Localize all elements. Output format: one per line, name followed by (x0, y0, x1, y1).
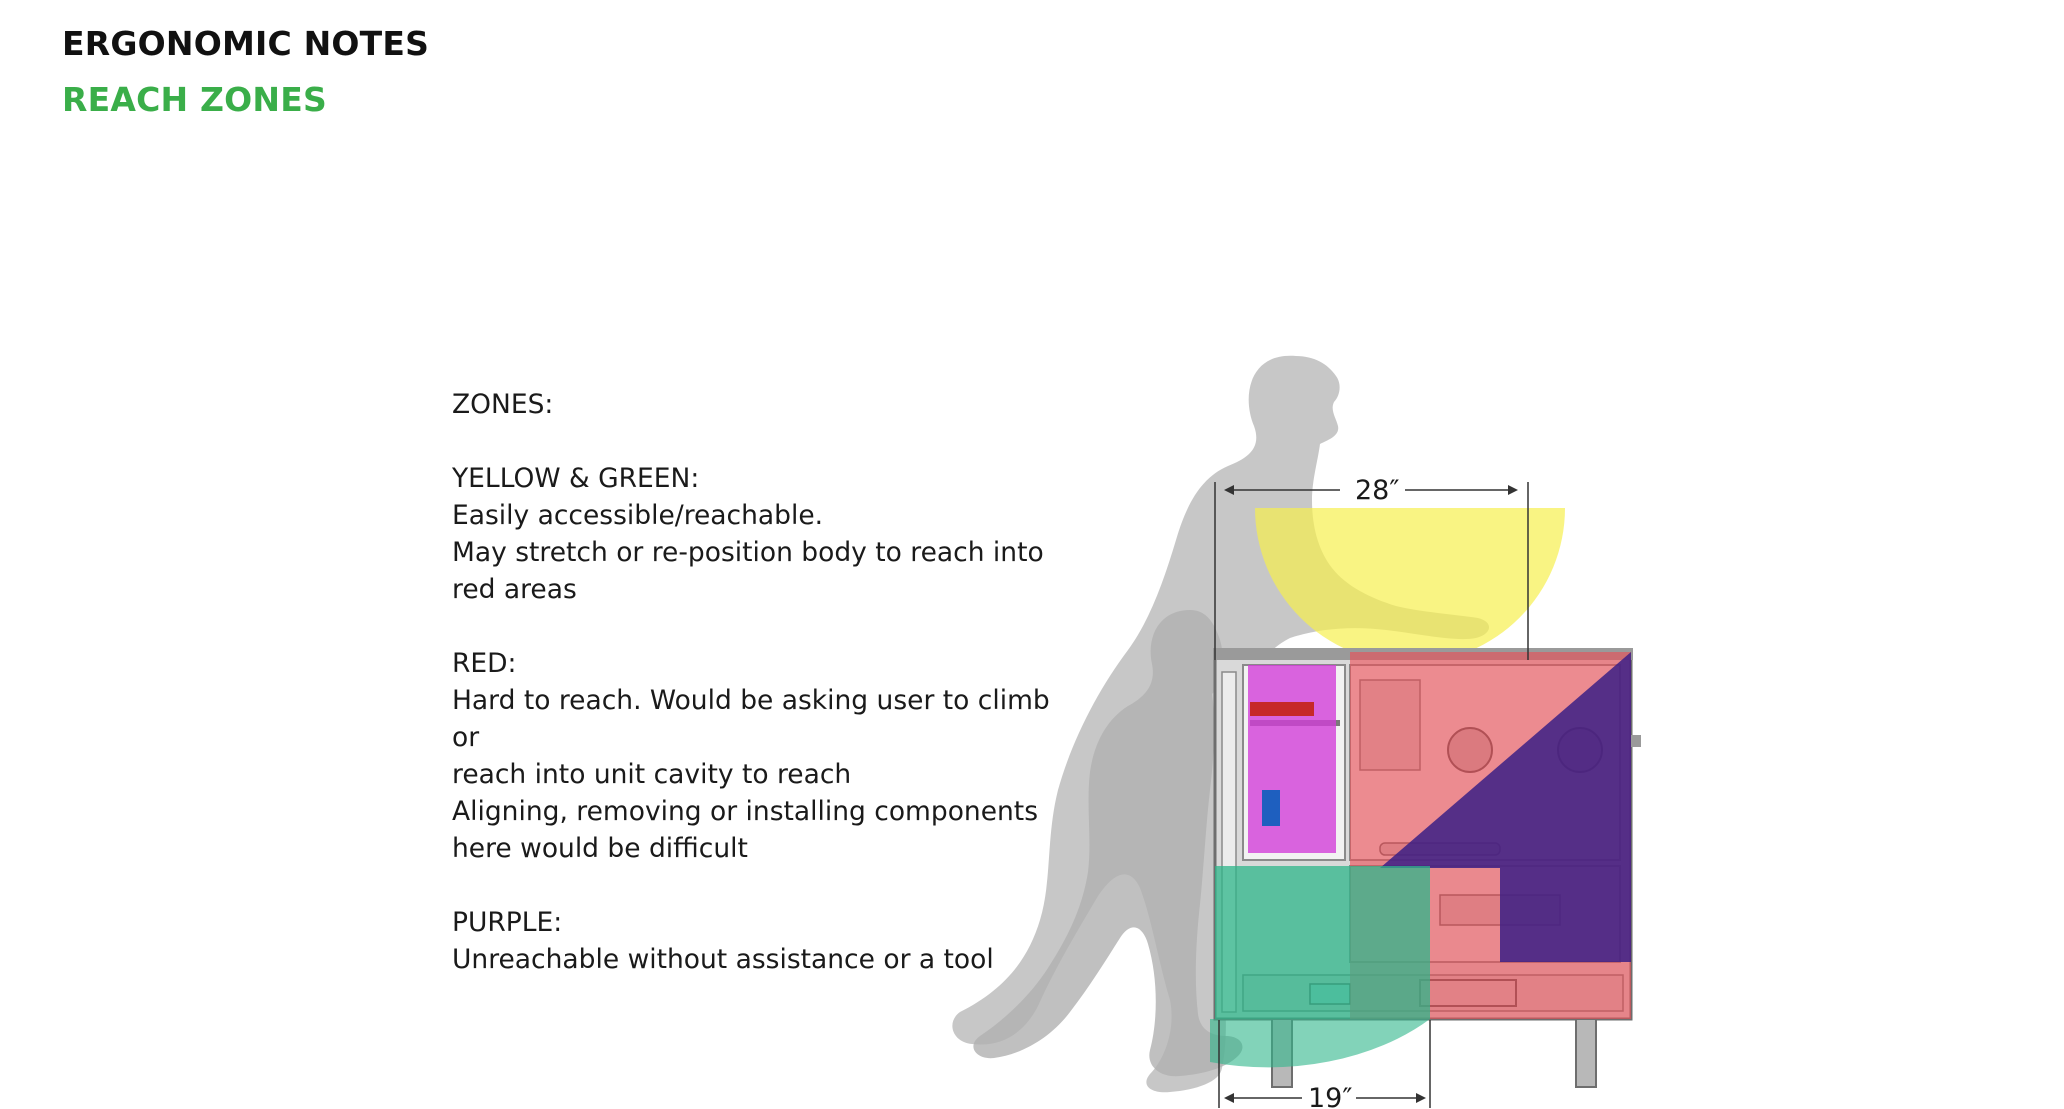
zone-line: Aligning, removing or installing components (452, 796, 1039, 827)
zone-name: RED: (452, 648, 517, 679)
page-title: ERGONOMIC NOTES (62, 24, 430, 63)
green-zone (1210, 866, 1430, 1019)
green-zone-arc (1210, 1019, 1430, 1067)
yellow-zone (1255, 508, 1565, 663)
zone-line: Unreachable without assistance or a tool (452, 944, 994, 975)
zone-line: here would be difficult (452, 833, 748, 864)
zone-line: reach into unit cavity to reach (452, 759, 852, 790)
dimension-top-label: 28″ (1355, 475, 1400, 506)
zone-name: PURPLE: (452, 907, 563, 938)
zone-name: YELLOW & GREEN: (452, 463, 700, 494)
zone-line: red areas (452, 574, 577, 605)
zone-line: Easily accessible/reachable. (452, 500, 824, 531)
zone-line: May stretch or re-position body to reach into (452, 537, 1044, 568)
magenta-zone (1248, 665, 1336, 853)
page-subtitle: REACH ZONES (62, 80, 327, 119)
zone-line: Hard to reach. Would be asking user to climb or (452, 685, 1050, 753)
dimension-bottom-label: 19″ (1308, 1083, 1353, 1109)
zones-heading: ZONES: (452, 389, 554, 420)
